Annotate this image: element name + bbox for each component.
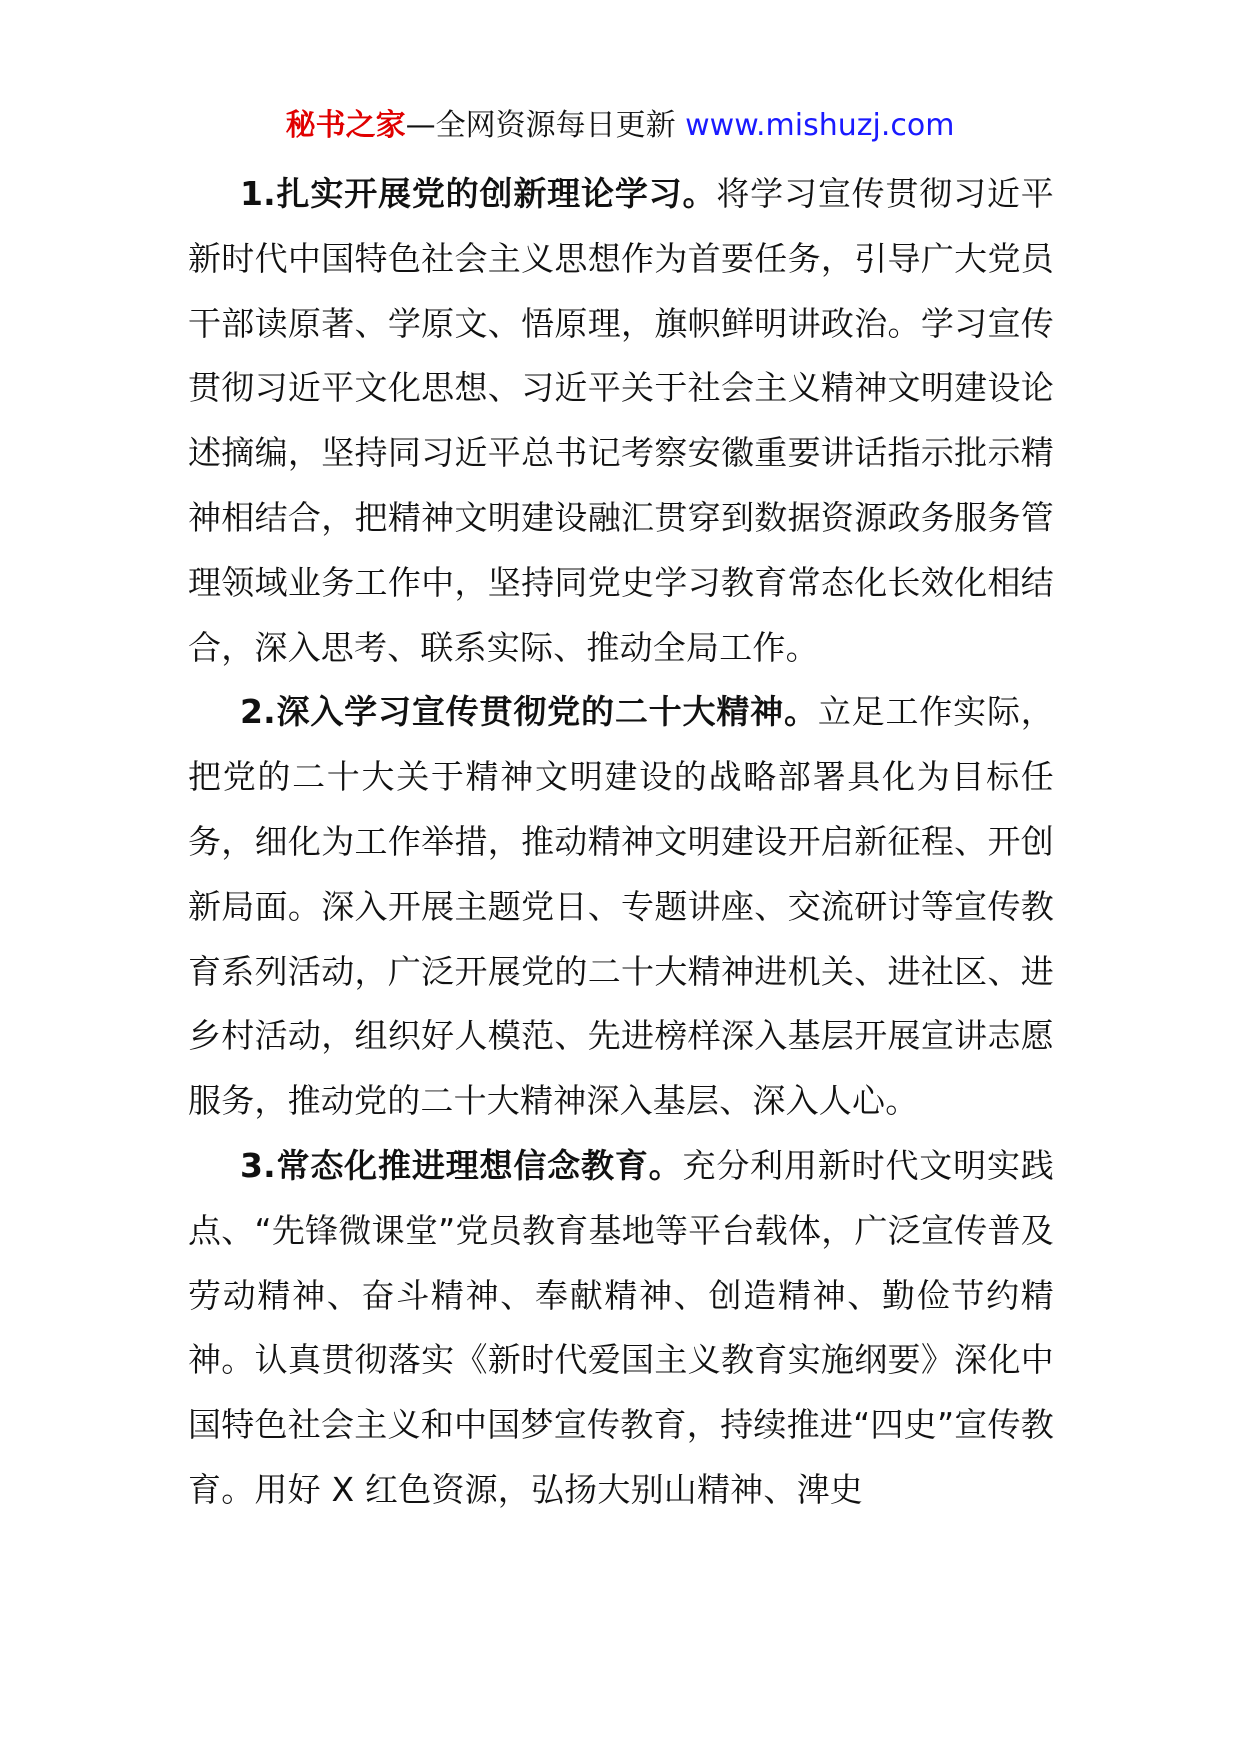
paragraph-3-heading: 3.常态化推进理想信念教育。	[240, 1145, 683, 1185]
paragraph-3	[188, 1134, 1054, 1523]
paragraph-2-heading: 2.深入学习宣传贯彻党的二十大精神。	[240, 692, 818, 732]
document-body	[188, 162, 1054, 1523]
paragraph-3-text: 充分利用新时代文明实践点、“先锋微课堂”党员教育基地等平台载体，广泛宣传普及劳动精神、奋斗精神、奉献精神、创造精神、勤俭节约精神。认真贯彻落实《新时代爱国主义教育实施纲要》深化中国特色社会主义和中国梦宣传教育，持续推进“四史”宣传教育。用好 X 红色资源，弘扬大别山精神、渒史	[188, 1145, 1054, 1509]
header-slogan: —全网资源每日更新	[405, 108, 686, 143]
paragraph-1-heading: 1.扎实开展党的创新理论学习。	[240, 174, 717, 213]
paragraph-2-text: 立足工作实际，把党的二十大关于精神文明建设的战略部署具化为目标任务，细化为工作举措，推动精神文明建设开启新征程、开创新局面。深入开展主题党日、专题讲座、交流研讨等宣传教育系列活动，广泛开展党的二十大精神进机关、进社区、进乡村活动，组织好人模范、先进榜样深入基层开展宣讲志愿服务，推动党的二十大精神深入基层、深入人心。	[188, 692, 1054, 1121]
paragraph-1	[188, 162, 1054, 680]
header-url[interactable]: www.mishuzj.com	[685, 108, 955, 143]
page-header	[0, 106, 1240, 146]
paragraph-2	[188, 680, 1054, 1134]
paragraph-1-text: 将学习宣传贯彻习近平新时代中国特色社会主义思想作为首要任务，引导广大党员干部读原著、学原文、悟原理，旗帜鲜明讲政治。学习宣传贯彻习近平文化思想、习近平关于社会主义精神文明建设论述摘编，坚持同习近平总书记考察安徽重要讲话指示批示精神相结合，把精神文明建设融汇贯穿到数据资源政务服务管理领域业务工作中，坚持同党史学习教育常态化长效化相结合，深入思考、联系实际、推动全局工作。	[188, 174, 1055, 667]
header-brand: 秘书之家	[285, 108, 406, 143]
